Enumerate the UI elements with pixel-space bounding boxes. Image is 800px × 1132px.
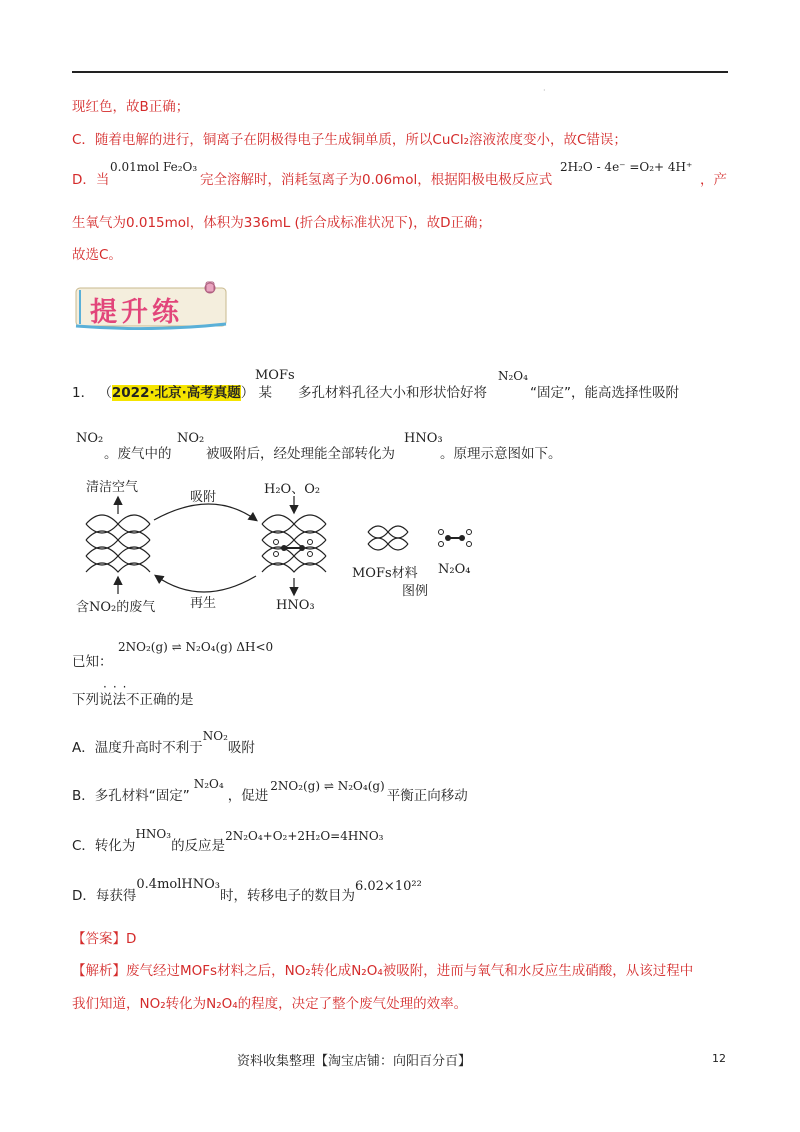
banner-text: 提升练: [90, 297, 183, 328]
option-b-equation: 2NO₂(g) ⇌ N₂O₄(g): [270, 779, 385, 793]
analysis-text-1: 废气经过MOFs材料之后，NO₂转化成N₂O₄被吸附，进而与氧气和水反应生成硝酸，从该过程中: [126, 963, 694, 979]
question-text-b: 多孔材料孔径大小和形状恰好将: [298, 385, 487, 401]
option-c[interactable]: [72, 827, 384, 856]
prev-line-3-pre: D．当: [72, 172, 110, 188]
label-hno3: HNO₃: [276, 598, 315, 613]
option-a-post: 吸附: [227, 740, 255, 756]
option-c-equation: 2N₂O₄+O₂+2H₂O=4HNO₃: [225, 829, 384, 843]
question-text-a: 某: [258, 385, 273, 401]
header-dot: ·: [543, 86, 546, 95]
analysis-line-1: [72, 961, 693, 981]
formula-no2-1: NO₂: [76, 431, 104, 446]
label-mofs: MOFs材料: [352, 566, 418, 581]
prev-line-1: 现红色，故B正确；: [72, 99, 190, 115]
footer-text: 资料收集整理【淘宝店铺：向阳百分百】: [237, 1054, 472, 1069]
option-c-formula: HNO₃: [135, 827, 172, 841]
label-clean-air: 清洁空气: [86, 480, 139, 495]
label-legend: 图例: [402, 584, 429, 599]
adsorb-arrow: [154, 504, 256, 520]
legend-n2o4-icon: [439, 530, 472, 547]
question-text-f: 。原理示意图如下。: [440, 446, 562, 462]
option-b[interactable]: [72, 777, 468, 806]
option-c-mid: 的反应是: [171, 838, 226, 854]
prev-line-3: [72, 170, 109, 190]
prev-line-3-mid: 完全溶解时，消耗氢离子为0.06mol，根据阳极电极反应式: [200, 172, 553, 188]
header-rule: [72, 71, 728, 73]
analysis-line-2: 我们知道，NO₂转化为N₂O₄的程度，决定了整个废气处理的效率。: [72, 996, 468, 1012]
formula-mofs: MOFs: [255, 368, 295, 383]
legend-mof-icon: [368, 526, 408, 550]
prev-line-5: 故选C。: [72, 247, 122, 263]
formula-hno3: HNO₃: [404, 431, 443, 446]
option-d-mid: 时，转移电子的数目为: [219, 888, 355, 904]
option-b-formula: N₂O₄: [193, 777, 224, 791]
question-text-c: “固定”，能高选择性吸附: [530, 385, 679, 401]
label-waste-gas: 含NO₂的废气: [76, 600, 156, 615]
question-source: 2022·北京·高考真题: [111, 385, 241, 401]
label-adsorb: 吸附: [190, 490, 217, 505]
page-number: 12: [712, 1052, 726, 1065]
option-a-formula: NO₂: [202, 729, 228, 743]
prev-formula-fe2o3: 0.01mol Fe₂O₃: [110, 160, 198, 174]
answer-tag: 【答案】: [72, 931, 126, 947]
question-text-d: 。废气中的: [104, 446, 172, 462]
mof-lattice-right: [262, 515, 326, 572]
prev-anode-equation: 2H₂O - 4e⁻ =O₂+ 4H⁺: [560, 160, 693, 174]
formula-no2-2: NO₂: [177, 431, 205, 446]
principle-diagram: [72, 470, 492, 620]
label-regen: 再生: [190, 596, 217, 611]
prev-line-3-end: ，产: [700, 172, 727, 188]
question-prompt: 下列说法不正确的是: [72, 692, 194, 708]
question-number: 1．: [72, 385, 95, 401]
option-d-formula: 0.4molHNO₃: [136, 877, 220, 892]
analysis-tag: 【解析】: [72, 963, 126, 979]
option-d-text: D．每获得: [72, 888, 137, 904]
question-line-1: 1． （2022·北京·高考真题） 某: [72, 385, 273, 401]
known-equation: 2NO₂(g) ⇌ N₂O₄(g) ΔH<0: [118, 640, 274, 654]
prev-line-2: C．随着电解的进行，铜离子在阴极得电子生成铜单质，所以CuCl₂溶液浓度变小，故C错误；: [72, 132, 627, 148]
regen-arrow: [156, 576, 256, 592]
option-b-post: 平衡正向移动: [386, 788, 468, 804]
option-b-mid: ，促进: [227, 788, 269, 804]
option-a-text: A．温度升高时不利于: [72, 740, 203, 756]
question-text-e: 被吸附后，经处理能全部转化为: [206, 446, 395, 462]
answer-value: D: [126, 931, 137, 947]
option-b-text: B．多孔材料“固定”: [72, 788, 190, 804]
section-banner: [72, 280, 232, 330]
formula-n2o4: N₂O₄: [498, 369, 528, 383]
emphasis-dots: ···: [103, 680, 133, 694]
option-d[interactable]: [72, 877, 422, 907]
option-d-equation: 6.02×10²²: [354, 879, 422, 894]
prev-line-4: 生氧气为0.015mol，体积为336mL (折合成标准状况下)，故D正确；: [72, 215, 491, 231]
option-c-text: C．转化为: [72, 838, 136, 854]
answer-line: [72, 929, 136, 949]
label-n2o4: N₂O₄: [438, 562, 471, 577]
known-label: 已知：: [72, 654, 113, 670]
option-a[interactable]: [72, 729, 255, 758]
label-h2o-o2: H₂O、O₂: [264, 482, 321, 497]
mof-lattice-left: [86, 515, 150, 572]
